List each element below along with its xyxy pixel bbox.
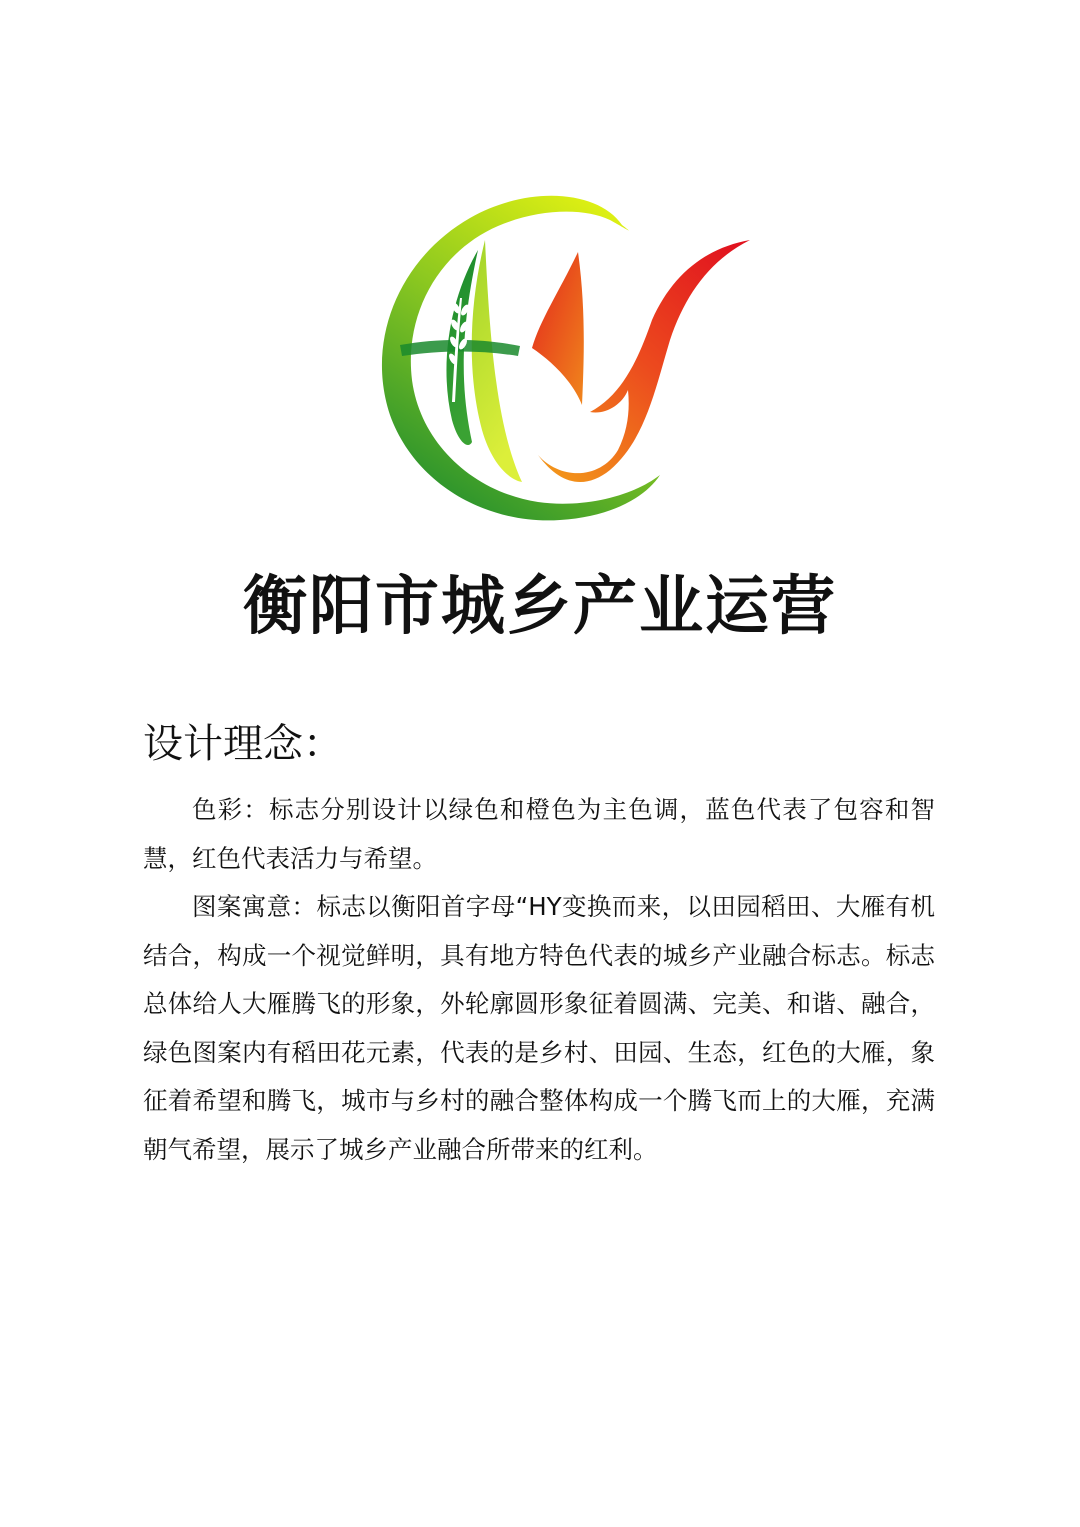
description-body	[143, 786, 935, 1174]
section-heading: 设计理念：	[143, 721, 343, 767]
organization-name: 衡阳市城乡产业运营	[243, 570, 837, 644]
paragraph-colors: 色彩：标志分别设计以绿色和橙色为主色调，蓝色代表了包容和智慧，红色代表活力与希望。	[143, 795, 935, 873]
hy-logo-icon	[360, 180, 760, 530]
h-right-blade	[472, 240, 522, 482]
y-left-arm	[532, 252, 584, 405]
ring-shape	[382, 196, 660, 521]
paragraph-pattern-meaning: 图案寓意：标志以衡阳首字母“HY变换而来，以田园稻田、大雁有机结合，构成一个视觉鲜明，具有地方特色代表的城乡产业融合标志。标志总体给人大雁腾飞的形象，外轮廓圆形象征着圆满、完美、和谐、融合，绿色图案内有稻田花元素，代表的是乡村、田园、生态，红色的大雁，象征着希望和腾飞，城市与乡村的融合整体构成一个腾飞而上的大雁，充满朝气希望，展示了城乡产业融合所带来的红利。	[143, 892, 935, 1164]
